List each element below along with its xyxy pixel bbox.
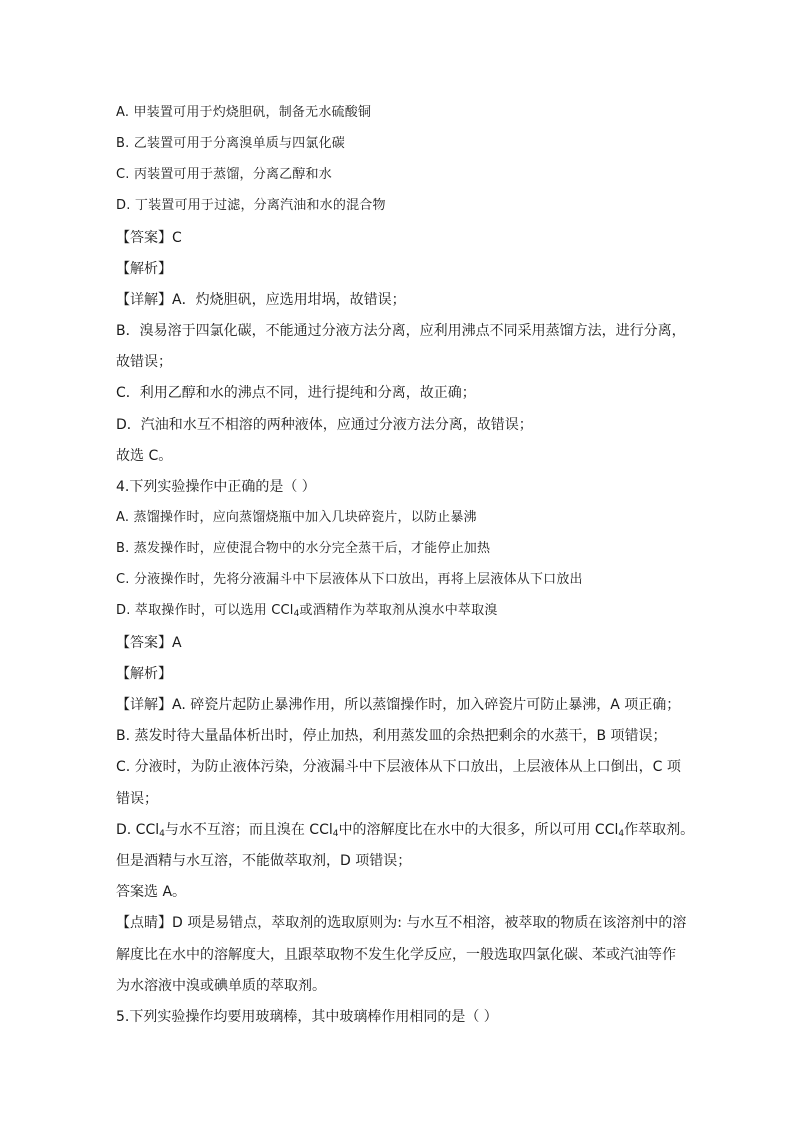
q4-detail-text: 与水不互溶；而且溴在 CCl bbox=[164, 822, 333, 838]
q4-tip-line: 【点睛】D 项是易错点，萃取剂的选取原则为: 与水互不相溶，被萃取的物质在该溶剂中的溶 bbox=[116, 915, 687, 931]
q5-stem: 5.下列实验操作均要用玻璃棒，其中玻璃棒作用相同的是（ ） bbox=[116, 1009, 498, 1025]
q3-detail-line: 故选 C。 bbox=[116, 448, 173, 464]
q4-option-d bbox=[116, 602, 696, 620]
q3-option-c: C. 丙装置可用于蒸馏，分离乙醇和水 bbox=[116, 167, 332, 182]
q3-option-a: A. 甲装置可用于灼烧胆矾，制备无水硫酸铜 bbox=[116, 105, 372, 120]
subscript: 4 bbox=[618, 829, 625, 839]
q4-detail-text: D. CCl bbox=[116, 822, 160, 838]
q3-detail-line: D．汽油和水互不相溶的两种液体，应通过分液方法分离，故错误； bbox=[116, 417, 533, 433]
q4-detail-line: C. 分液时，为防止液体污染，分液漏斗中下层液体从下口放出，上层液体从上口倒出，C 项 bbox=[116, 759, 681, 775]
q4-tip-line: 为水溶液中溴或碘单质的萃取剂。 bbox=[116, 978, 326, 994]
q3-option-b: B. 乙装置可用于分离溴单质与四氯化碳 bbox=[116, 136, 345, 151]
q4-detail-line: B. 蒸发时待大量晶体析出时，停止加热，利用蒸发皿的余热把剩余的水蒸干，B 项错误； bbox=[116, 728, 667, 744]
q4-detail-text: 中的溶解度比在水中的大很多，所以可用 CCl bbox=[338, 822, 619, 838]
q4-tip-line: 解度比在水中的溶解度大，且跟萃取物不发生化学反应，一般选取四氯化碳、苯或汽油等作 bbox=[116, 947, 676, 963]
q3-analysis-heading: 【解析】 bbox=[116, 261, 172, 277]
q4-option-d-text: 或酒精作为萃取剂从溴水中萃取溴 bbox=[299, 603, 498, 618]
q4-detail-line: 答案选 A。 bbox=[116, 884, 187, 900]
q3-detail-line: 故错误； bbox=[116, 354, 172, 370]
q3-detail-line: B．溴易溶于四氯化碳，不能通过分液方法分离，应利用沸点不同采用蒸馏方法，进行分离， bbox=[116, 323, 686, 339]
q4-detail-line-d bbox=[116, 821, 696, 839]
subscript: 4 bbox=[293, 609, 300, 619]
subscript: 4 bbox=[332, 829, 339, 839]
q4-analysis-heading: 【解析】 bbox=[116, 666, 172, 682]
q4-option-c: C. 分液操作时，先将分液漏斗中下层液体从下口放出，再将上层液体从下口放出 bbox=[116, 572, 583, 587]
q3-option-d: D. 丁装置可用于过滤，分离汽油和水的混合物 bbox=[116, 198, 386, 213]
q4-detail-text: 作萃取剂。 bbox=[624, 822, 695, 838]
q4-detail-line: 错误； bbox=[116, 791, 158, 807]
q4-detail-line: 但是酒精与水互溶，不能做萃取剂，D 项错误； bbox=[116, 853, 412, 869]
q3-detail-line: 【详解】A．灼烧胆矾，应选用坩埚，故错误； bbox=[116, 292, 406, 308]
q4-detail-line: 【详解】A. 碎瓷片起防止暴沸作用，所以蒸馏操作时，加入碎瓷片可防止暴沸，A 项正确； bbox=[116, 697, 681, 713]
q4-stem: 4.下列实验操作中正确的是（ ） bbox=[116, 479, 316, 495]
q4-option-a: A. 蒸馏操作时，应向蒸馏烧瓶中加入几块碎瓷片，以防止暴沸 bbox=[116, 510, 477, 525]
subscript: 4 bbox=[159, 829, 165, 839]
q3-detail-line: C．利用乙醇和水的沸点不同，进行提纯和分离，故正确； bbox=[116, 385, 476, 401]
q4-answer: 【答案】A bbox=[116, 635, 182, 651]
q4-option-d-text: D. 萃取操作时，可以选用 CCl bbox=[116, 603, 294, 618]
q3-answer: 【答案】C bbox=[116, 230, 182, 246]
q4-option-b: B. 蒸发操作时，应使混合物中的水分完全蒸干后，才能停止加热 bbox=[116, 541, 491, 556]
